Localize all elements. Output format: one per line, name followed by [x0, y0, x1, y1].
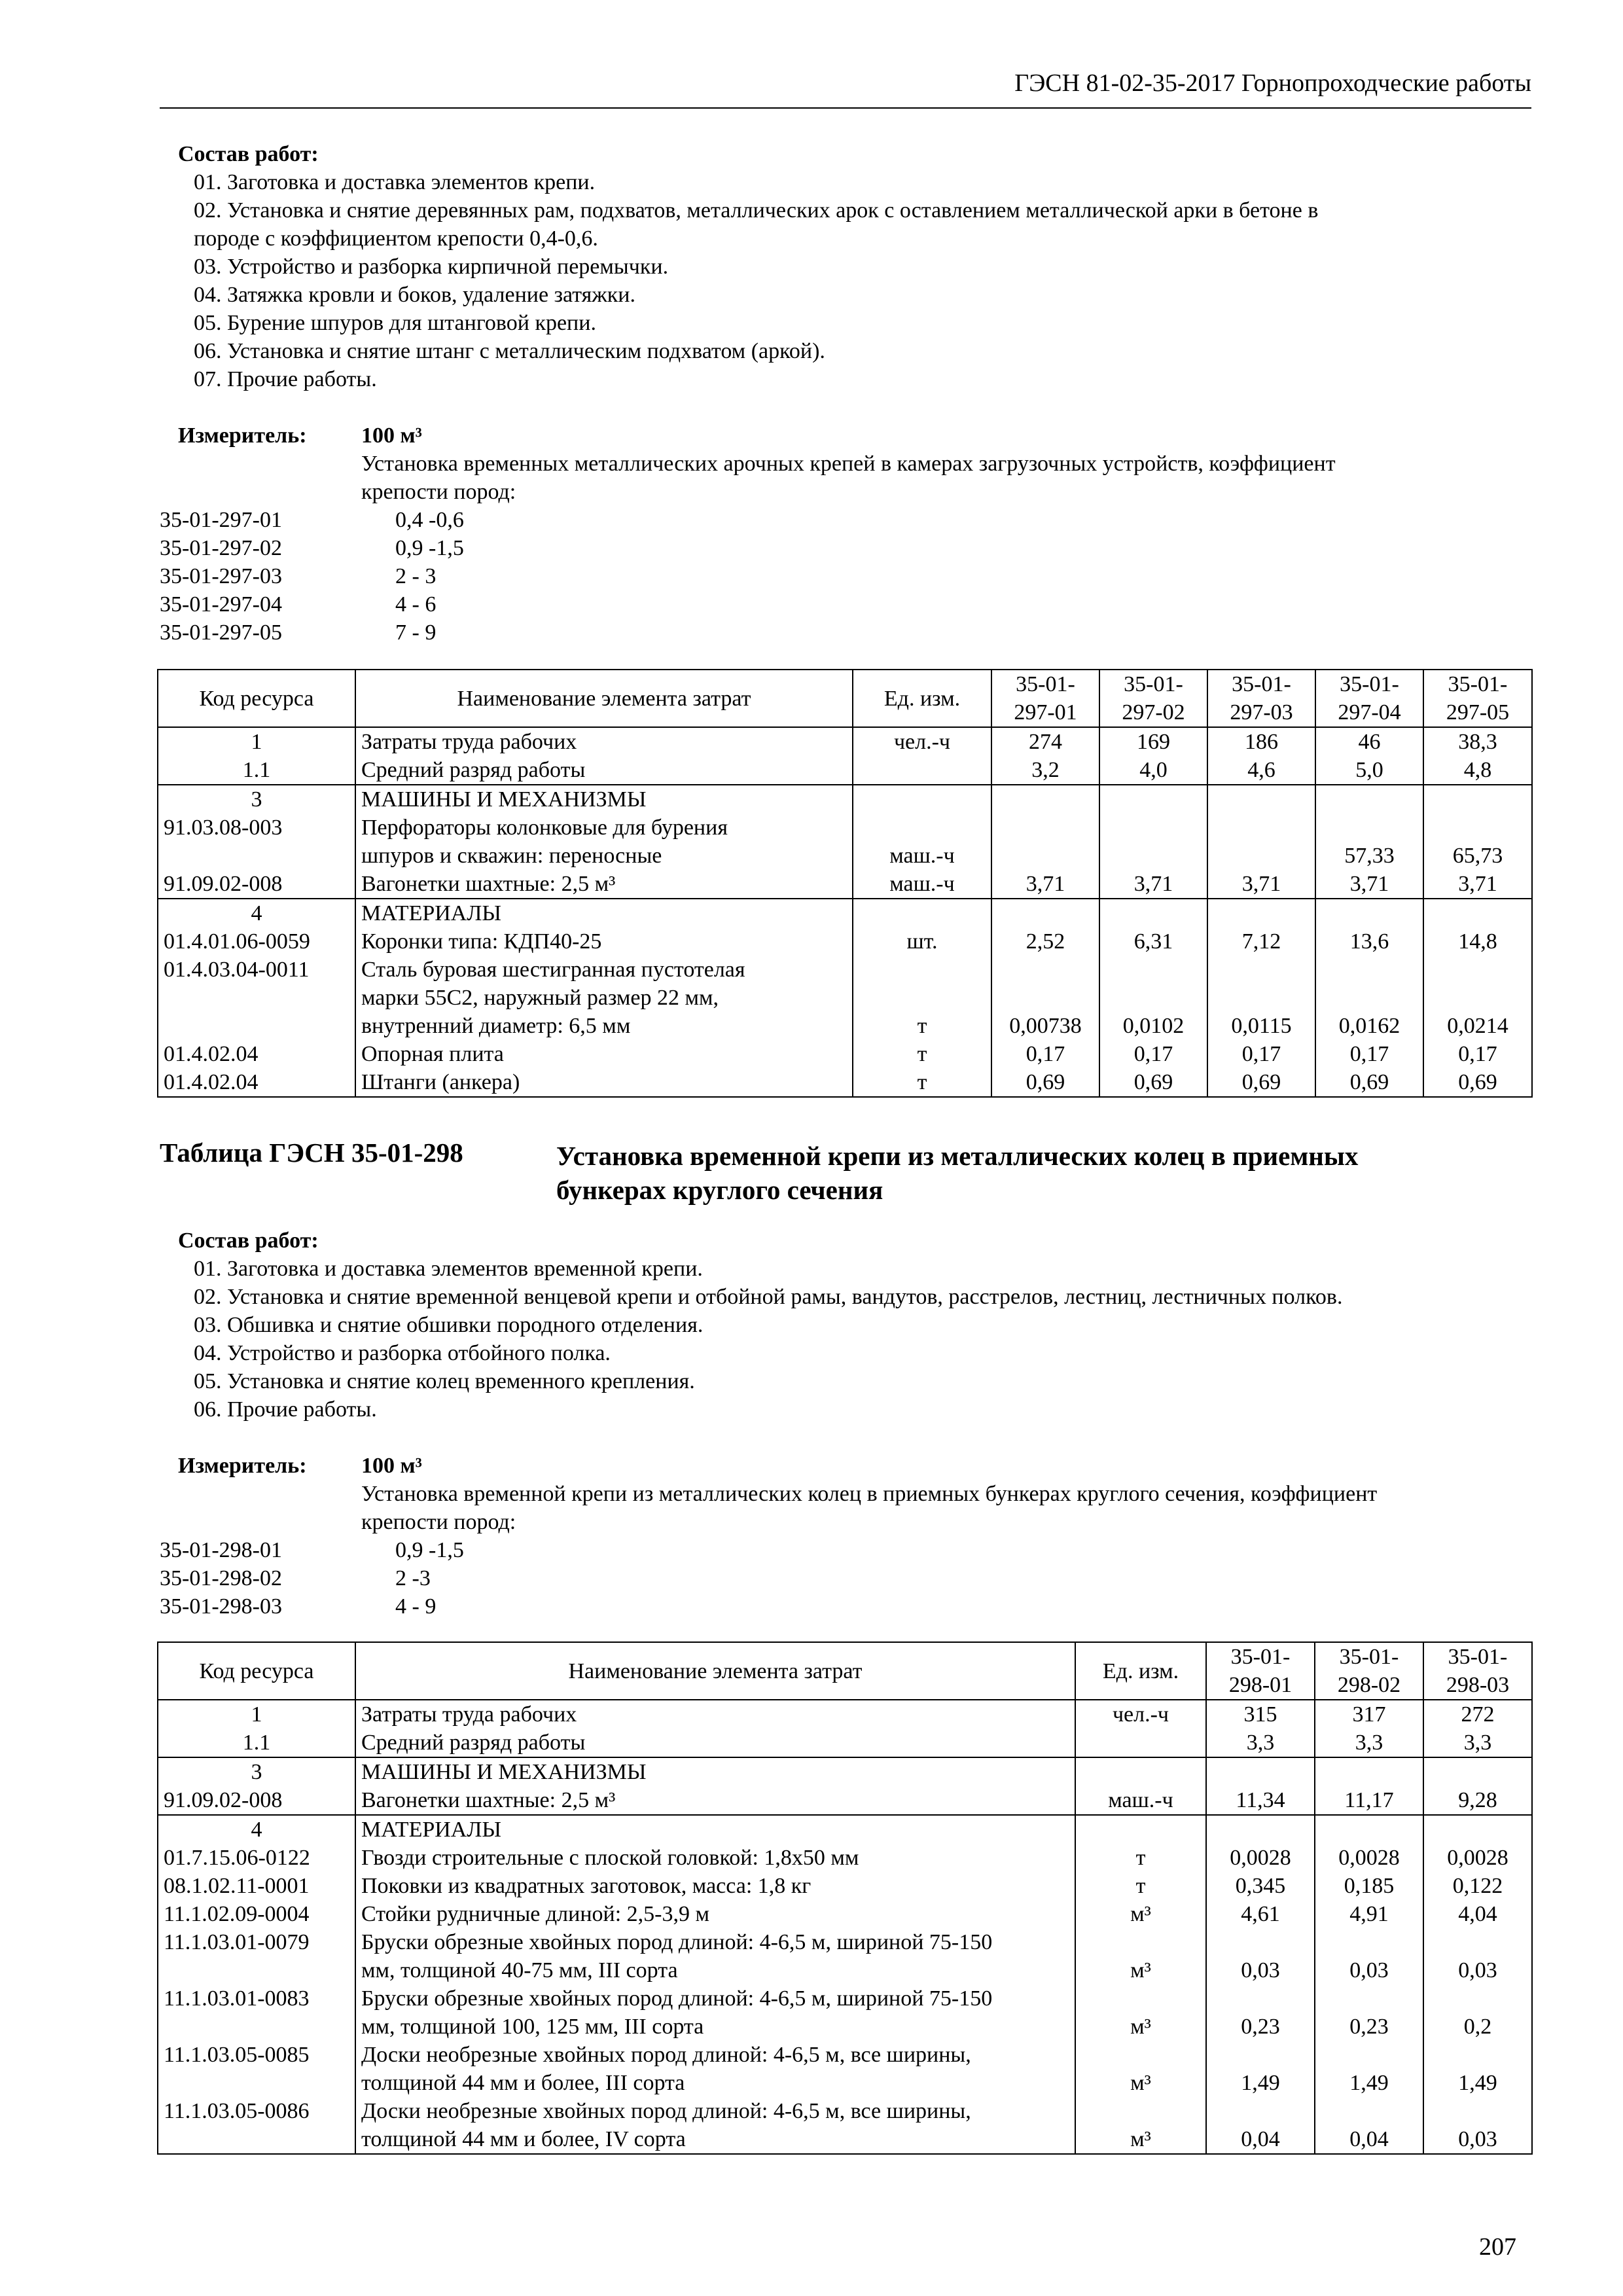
- norm-value: 0,0162: [1315, 956, 1423, 1040]
- unit: [1075, 1815, 1206, 1844]
- norm-code: 35-01-297-05: [160, 620, 282, 645]
- norm-value: 0,122: [1423, 1872, 1532, 1900]
- norm-value: 0,17: [1315, 1040, 1423, 1068]
- unit: [1075, 1757, 1206, 1786]
- norm-code: 35-01-298-03: [160, 1594, 282, 1619]
- resource-name-line: Вагонетки шахтные: 2,5 м³: [361, 1788, 616, 1812]
- work-item: 05. Бурение шпуров для штанговой крепи.: [194, 311, 596, 335]
- table-row: [158, 2097, 1532, 2154]
- norm-value: [1099, 899, 1207, 927]
- resource-name-line: Опорная плита: [361, 1042, 504, 1066]
- work-item: 01. Заготовка и доставка элементов временной крепи.: [194, 1257, 703, 1281]
- resource-name-line: МАТЕРИАЛЫ: [361, 1818, 502, 1842]
- table-title-line: бункерах круглого сечения: [556, 1175, 883, 1205]
- unit: шт.: [853, 927, 991, 956]
- izmeritel-label: Измеритель:: [178, 423, 307, 448]
- resource-name: [355, 727, 853, 756]
- norm-value: 0,0115: [1207, 956, 1315, 1040]
- norm-column-header-line: 297-04: [1338, 700, 1401, 725]
- table-title: [556, 1139, 1512, 1207]
- resource-code: 91.03.08-003: [158, 814, 355, 870]
- norm-column-header-line: 35-01-: [1340, 672, 1399, 696]
- unit: т: [853, 956, 991, 1040]
- resource-name: [355, 814, 853, 870]
- norm-value: 13,6: [1315, 927, 1423, 956]
- resource-code: 3: [158, 1757, 355, 1786]
- norm-column-header-line: 297-02: [1122, 700, 1185, 725]
- norm-column-header-line: 35-01-: [1339, 1645, 1399, 1669]
- resource-code: 01.4.03.04-0011: [158, 956, 355, 1040]
- norm-value: 0,03: [1423, 2097, 1532, 2154]
- resource-name-line: МАШИНЫ И МЕХАНИЗМЫ: [361, 787, 647, 812]
- resource-name-line: Средний разряд работы: [361, 758, 586, 782]
- resource-name: [355, 1757, 1075, 1786]
- norm-column-header: [1423, 1642, 1532, 1700]
- norm-value: [1315, 1757, 1423, 1786]
- work-item: породе с коэффициентом крепости 0,4-0,6.: [194, 226, 598, 251]
- norm-value: 0,04: [1206, 2097, 1315, 2154]
- page-header: ГЭСН 81-02-35-2017 Горнопроходческие работы: [1014, 69, 1531, 97]
- norm-value: 186: [1207, 727, 1315, 756]
- norm-value: 0,0102: [1099, 956, 1207, 1040]
- resource-name: [355, 2097, 1075, 2154]
- resource-code: 91.09.02-008: [158, 870, 355, 899]
- resource-code: 11.1.03.05-0086: [158, 2097, 355, 2154]
- work-item: 02. Установка и снятие деревянных рам, подхватов, металлических арок с оставлением металлической арки в бетоне в: [194, 198, 1319, 223]
- work-item: 05. Установка и снятие колец временного крепления.: [194, 1369, 695, 1393]
- norm-value: 1,49: [1423, 2041, 1532, 2097]
- table-row: [158, 1844, 1532, 1872]
- work-item: 03. Устройство и разборка кирпичной перемычки.: [194, 255, 669, 279]
- resource-code: 1: [158, 1700, 355, 1729]
- norm-value: [991, 785, 1099, 814]
- resource-name-line: Гвозди строительные с плоской головкой: 1,8х50 мм: [361, 1846, 859, 1870]
- norm-value: 0,0028: [1423, 1844, 1532, 1872]
- norm-value: 0,0028: [1206, 1844, 1315, 1872]
- unit: м³: [1075, 1984, 1206, 2041]
- norm-value: 4,0: [1099, 756, 1207, 785]
- resource-code: 91.09.02-008: [158, 1786, 355, 1815]
- resource-name: [355, 1984, 1075, 2041]
- resource-name: [355, 785, 853, 814]
- norm-column-header-line: 35-01-: [1448, 672, 1508, 696]
- norm-column-header-line: 297-01: [1014, 700, 1077, 725]
- norm-value: 0,69: [991, 1068, 1099, 1097]
- norm-value: 4,04: [1423, 1900, 1532, 1928]
- norm-value: [991, 814, 1099, 870]
- unit: [1075, 1729, 1206, 1757]
- norm-value: 6,31: [1099, 927, 1207, 956]
- norm-code-row: [160, 1592, 683, 1621]
- norm-column-header-line: 297-05: [1446, 700, 1510, 725]
- norm-column-header-line: 35-01-: [1016, 672, 1075, 696]
- resource-name: [355, 1040, 853, 1068]
- table-row: [158, 899, 1532, 927]
- resource-name-line: Затраты труда рабочих: [361, 1702, 577, 1727]
- norm-value: 0,0214: [1423, 956, 1532, 1040]
- resource-code: 08.1.02.11-0001: [158, 1872, 355, 1900]
- resource-name-line: мм, толщиной 100, 125 мм, III сорта: [361, 2015, 704, 2039]
- column-header: Ед. изм.: [1075, 1642, 1206, 1700]
- resource-code: 1: [158, 727, 355, 756]
- norm-value: 3,3: [1315, 1729, 1423, 1757]
- page-number: 207: [1479, 2233, 1516, 2261]
- resource-code: 1.1: [158, 756, 355, 785]
- resource-name: [355, 1900, 1075, 1928]
- column-header: Наименование элемента затрат: [355, 670, 853, 727]
- norm-column-header-line: 298-02: [1337, 1673, 1401, 1697]
- table-row: [158, 1068, 1532, 1097]
- norm-code-row: [160, 1536, 683, 1564]
- norm-value: 0,03: [1315, 1928, 1423, 1984]
- norm-column-header-line: 35-01-: [1124, 672, 1183, 696]
- table-row: [158, 870, 1532, 899]
- norm-value: 3,71: [1423, 870, 1532, 899]
- resource-name-line: Бруски обрезные хвойных пород длиной: 4-6,5 м, шириной 75-150: [361, 1986, 993, 2011]
- norm-value: [1315, 1815, 1423, 1844]
- norm-value: 0,17: [991, 1040, 1099, 1068]
- table-row: [158, 1729, 1532, 1757]
- norm-code-row: [160, 1564, 683, 1592]
- unit: маш.-ч: [1075, 1786, 1206, 1815]
- work-item: 06. Прочие работы.: [194, 1397, 377, 1422]
- table-row: [158, 2041, 1532, 2097]
- table-row: [158, 1984, 1532, 2041]
- norm-value: 4,91: [1315, 1900, 1423, 1928]
- resource-name: [355, 1844, 1075, 1872]
- sostav-label: Состав работ:: [178, 142, 319, 166]
- norm-value: 3,71: [1207, 870, 1315, 899]
- works-list-2: [194, 1255, 1342, 1424]
- norm-value: [1099, 785, 1207, 814]
- resource-code: 4: [158, 1815, 355, 1844]
- norm-value: [1207, 814, 1315, 870]
- norm-value: 57,33: [1315, 814, 1423, 870]
- table-row: [158, 1872, 1532, 1900]
- norm-value: 0,2: [1423, 1984, 1532, 2041]
- norm-column-header-line: 297-03: [1230, 700, 1293, 725]
- norm-column-header: [1315, 1642, 1423, 1700]
- description-line: крепости пород:: [361, 1510, 516, 1534]
- norm-value: 38,3: [1423, 727, 1532, 756]
- norm-value: [1423, 1757, 1532, 1786]
- resource-code: 11.1.03.05-0085: [158, 2041, 355, 2097]
- norm-value: 1,49: [1315, 2041, 1423, 2097]
- work-item: 07. Прочие работы.: [194, 367, 377, 391]
- norm-value: 1,49: [1206, 2041, 1315, 2097]
- norm-code: 35-01-297-02: [160, 536, 282, 560]
- description-line: Установка временных металлических арочных крепей в камерах загрузочных устройств, коэффициент: [361, 452, 1336, 476]
- norm-value: [1423, 785, 1532, 814]
- norm-value: [991, 899, 1099, 927]
- table-row: [158, 1815, 1532, 1844]
- norm-value: 0,23: [1315, 1984, 1423, 2041]
- measure-description-2: [361, 1480, 1377, 1536]
- table-row: [158, 927, 1532, 956]
- norm-column-header-line: 298-01: [1228, 1673, 1293, 1697]
- work-item: 04. Затяжка кровли и боков, удаление затяжки.: [194, 283, 635, 307]
- column-header: Ед. изм.: [853, 670, 991, 727]
- norm-code-value: 7 - 9: [395, 620, 437, 645]
- resource-code: 1.1: [158, 1729, 355, 1757]
- norm-code: 35-01-297-03: [160, 564, 282, 588]
- table-header-row: [158, 670, 1532, 727]
- resource-name-line: Перфораторы колонковые для бурения: [361, 816, 728, 840]
- norm-code: 35-01-297-04: [160, 592, 282, 617]
- norm-value: 0,17: [1207, 1040, 1315, 1068]
- norm-column-header: [1099, 670, 1207, 727]
- norm-value: 65,73: [1423, 814, 1532, 870]
- resource-code: 01.4.01.06-0059: [158, 927, 355, 956]
- resource-name: [355, 956, 853, 1040]
- resource-name: [355, 1786, 1075, 1815]
- norm-column-header-line: 35-01-: [1448, 1645, 1508, 1669]
- table-row: [158, 1700, 1532, 1729]
- resource-code: 01.7.15.06-0122: [158, 1844, 355, 1872]
- norm-value: 0,03: [1423, 1928, 1532, 1984]
- unit: чел.-ч: [1075, 1700, 1206, 1729]
- norm-value: 11,17: [1315, 1786, 1423, 1815]
- unit: маш.-ч: [853, 814, 991, 870]
- norm-value: 0,0028: [1315, 1844, 1423, 1872]
- table-row: [158, 1786, 1532, 1815]
- table-row: [158, 1757, 1532, 1786]
- table-row: [158, 1928, 1532, 1984]
- norm-value: [1423, 899, 1532, 927]
- table-row: [158, 956, 1532, 1040]
- resource-name-line: толщиной 44 мм и более, III сорта: [361, 2071, 685, 2095]
- table-title-line: Установка временной крепи из металлических колец в приемных: [556, 1141, 1359, 1171]
- resource-name-line: Средний разряд работы: [361, 1731, 586, 1755]
- norm-value: 169: [1099, 727, 1207, 756]
- resource-name: [355, 899, 853, 927]
- works-list: [194, 168, 1318, 393]
- resource-name-line: шпуров и скважин: переносные: [361, 844, 662, 868]
- norm-code-row: [160, 506, 683, 534]
- norm-value: 46: [1315, 727, 1423, 756]
- resource-name-line: Затраты труда рабочих: [361, 730, 577, 754]
- resource-name-line: МАТЕРИАЛЫ: [361, 901, 502, 925]
- izmeritel-value-2: 100 м³: [361, 1454, 422, 1478]
- resource-name-line: Штанги (анкера): [361, 1070, 520, 1094]
- norm-column-header: [991, 670, 1099, 727]
- description-line: крепости пород:: [361, 480, 516, 504]
- norm-code-value: 4 - 6: [395, 592, 437, 617]
- resource-name-line: Поковки из квадратных заготовок, масса: 1,8 кг: [361, 1874, 812, 1898]
- resource-code: 4: [158, 899, 355, 927]
- norm-value: 0,03: [1206, 1928, 1315, 1984]
- resource-name-line: Сталь буровая шестигранная пустотелая: [361, 958, 745, 982]
- table-row: [158, 727, 1532, 756]
- resource-name-line: Вагонетки шахтные: 2,5 м³: [361, 872, 616, 896]
- unit: м³: [1075, 1900, 1206, 1928]
- resource-name-line: МАШИНЫ И МЕХАНИЗМЫ: [361, 1760, 647, 1784]
- unit: т: [853, 1068, 991, 1097]
- resource-code: 11.1.03.01-0083: [158, 1984, 355, 2041]
- table-row: [158, 785, 1532, 814]
- norm-code-row: [160, 619, 683, 647]
- unit: [853, 756, 991, 785]
- unit: т: [1075, 1844, 1206, 1872]
- resource-name-line: марки 55С2, наружный размер 22 мм,: [361, 986, 719, 1010]
- izmeritel-value: 100 м³: [361, 423, 422, 448]
- resource-name-line: толщиной 44 мм и более, IV сорта: [361, 2127, 686, 2151]
- norm-value: 0,69: [1315, 1068, 1423, 1097]
- work-item: 04. Устройство и разборка отбойного полка.: [194, 1341, 611, 1365]
- norm-value: [1315, 899, 1423, 927]
- resource-name: [355, 756, 853, 785]
- norm-value: 315: [1206, 1700, 1315, 1729]
- izmeritel-label-2: Измеритель:: [178, 1454, 307, 1478]
- resource-code: 01.4.02.04: [158, 1040, 355, 1068]
- norm-column-header: [1207, 670, 1315, 727]
- unit: м³: [1075, 2097, 1206, 2154]
- resource-code: 11.1.03.01-0079: [158, 1928, 355, 1984]
- sostav-label-2: Состав работ:: [178, 1229, 319, 1253]
- work-item: 02. Установка и снятие временной венцевой крепи и отбойной рамы, вандутов, расстрелов, лестниц, лестничных полков.: [194, 1285, 1343, 1309]
- unit: т: [853, 1040, 991, 1068]
- table-row: [158, 1040, 1532, 1068]
- column-header: Код ресурса: [158, 670, 355, 727]
- norm-code-row: [160, 590, 683, 619]
- norm-value: 11,34: [1206, 1786, 1315, 1815]
- header-rule: [160, 107, 1531, 109]
- norm-column-header: [1206, 1642, 1315, 1700]
- resource-name: [355, 2041, 1075, 2097]
- norm-value: [1207, 899, 1315, 927]
- norm-code-value: 2 -3: [395, 1566, 431, 1590]
- resource-code: 3: [158, 785, 355, 814]
- norm-value: 4,61: [1206, 1900, 1315, 1928]
- norm-code-value: 4 - 9: [395, 1594, 437, 1619]
- norm-value: 3,2: [991, 756, 1099, 785]
- resource-name-line: Доски необрезные хвойных пород длиной: 4-6,5 м, все ширины,: [361, 2099, 971, 2123]
- resource-name-line: Коронки типа: КДП40-25: [361, 929, 602, 954]
- unit: маш.-ч: [853, 870, 991, 899]
- norm-code: 35-01-298-02: [160, 1566, 282, 1590]
- norm-value: 0,69: [1207, 1068, 1315, 1097]
- work-item: 06. Установка и снятие штанг с металлическим подхватом (аркой).: [194, 339, 825, 363]
- norm-value: 14,8: [1423, 927, 1532, 956]
- norm-value: 0,17: [1423, 1040, 1532, 1068]
- resource-table-297: [157, 669, 1533, 1098]
- unit: м³: [1075, 1928, 1206, 1984]
- resource-name-line: внутренний диаметр: 6,5 мм: [361, 1014, 631, 1038]
- norm-value: 7,12: [1207, 927, 1315, 956]
- norm-value: [1099, 814, 1207, 870]
- norm-codes-2: [160, 1536, 683, 1621]
- norm-value: 3,3: [1423, 1729, 1532, 1757]
- norm-value: 2,52: [991, 927, 1099, 956]
- resource-code: 01.4.02.04: [158, 1068, 355, 1097]
- norm-value: 4,8: [1423, 756, 1532, 785]
- resource-name: [355, 1872, 1075, 1900]
- norm-code-value: 0,9 -1,5: [395, 1538, 464, 1562]
- unit: [853, 785, 991, 814]
- norm-column-header: [1315, 670, 1423, 727]
- resource-name: [355, 1068, 853, 1097]
- norm-column-header-line: 35-01-: [1232, 672, 1291, 696]
- unit: м³: [1075, 2041, 1206, 2097]
- norm-value: 9,28: [1423, 1786, 1532, 1815]
- norm-value: 3,71: [1099, 870, 1207, 899]
- norm-value: 3,71: [991, 870, 1099, 899]
- norm-value: 0,23: [1206, 1984, 1315, 2041]
- resource-name-line: мм, толщиной 40-75 мм, III сорта: [361, 1958, 678, 1982]
- norm-column-header-line: 35-01-: [1230, 1645, 1291, 1669]
- norm-value: 272: [1423, 1700, 1532, 1729]
- norm-value: 317: [1315, 1700, 1423, 1729]
- norm-value: 0,69: [1099, 1068, 1207, 1097]
- norm-code-row: [160, 534, 683, 562]
- norm-value: 5,0: [1315, 756, 1423, 785]
- norm-codes: [160, 506, 683, 647]
- resource-name: [355, 870, 853, 899]
- norm-value: 0,00738: [991, 956, 1099, 1040]
- norm-value: 0,185: [1315, 1872, 1423, 1900]
- norm-code-value: 0,9 -1,5: [395, 536, 464, 560]
- resource-name: [355, 927, 853, 956]
- work-item: 01. Заготовка и доставка элементов крепи.: [194, 170, 596, 194]
- resource-name: [355, 1729, 1075, 1757]
- norm-value: [1206, 1757, 1315, 1786]
- measure-description: [361, 450, 1336, 506]
- norm-value: 3,3: [1206, 1729, 1315, 1757]
- table-header-row: [158, 1642, 1532, 1700]
- norm-value: 0,04: [1315, 2097, 1423, 2154]
- norm-value: 0,17: [1099, 1040, 1207, 1068]
- norm-value: 4,6: [1207, 756, 1315, 785]
- resource-code: 11.1.02.09-0004: [158, 1900, 355, 1928]
- table-row: [158, 756, 1532, 785]
- norm-code-value: 0,4 -0,6: [395, 508, 464, 532]
- norm-code-row: [160, 562, 683, 590]
- resource-table-298: [157, 1641, 1533, 2155]
- resource-name: [355, 1928, 1075, 1984]
- norm-column-header-line: 298-03: [1446, 1673, 1510, 1697]
- norm-code: 35-01-298-01: [160, 1538, 282, 1562]
- table-row: [158, 814, 1532, 870]
- norm-value: 3,71: [1315, 870, 1423, 899]
- column-header: Наименование элемента затрат: [355, 1642, 1075, 1700]
- resource-name: [355, 1815, 1075, 1844]
- table-row: [158, 1900, 1532, 1928]
- resource-name: [355, 1700, 1075, 1729]
- table-label: Таблица ГЭСН 35-01-298: [160, 1138, 463, 1168]
- norm-value: [1315, 785, 1423, 814]
- resource-name-line: Доски необрезные хвойных пород длиной: 4-6,5 м, все ширины,: [361, 2043, 971, 2067]
- norm-value: [1207, 785, 1315, 814]
- unit: т: [1075, 1872, 1206, 1900]
- description-line: Установка временной крепи из металлических колец в приемных бункерах круглого сечения, коэффициент: [361, 1482, 1378, 1506]
- norm-value: 0,345: [1206, 1872, 1315, 1900]
- norm-code: 35-01-297-01: [160, 508, 282, 532]
- unit: чел.-ч: [853, 727, 991, 756]
- norm-value: [1423, 1815, 1532, 1844]
- norm-column-header: [1423, 670, 1532, 727]
- column-header: Код ресурса: [158, 1642, 355, 1700]
- norm-value: [1206, 1815, 1315, 1844]
- unit: [853, 899, 991, 927]
- norm-value: 274: [991, 727, 1099, 756]
- resource-name-line: Стойки рудничные длиной: 2,5-3,9 м: [361, 1902, 710, 1926]
- work-item: 03. Обшивка и снятие обшивки породного отделения.: [194, 1313, 704, 1337]
- norm-code-value: 2 - 3: [395, 564, 437, 588]
- resource-name-line: Бруски обрезные хвойных пород длиной: 4-6,5 м, шириной 75-150: [361, 1930, 993, 1954]
- norm-value: 0,69: [1423, 1068, 1532, 1097]
